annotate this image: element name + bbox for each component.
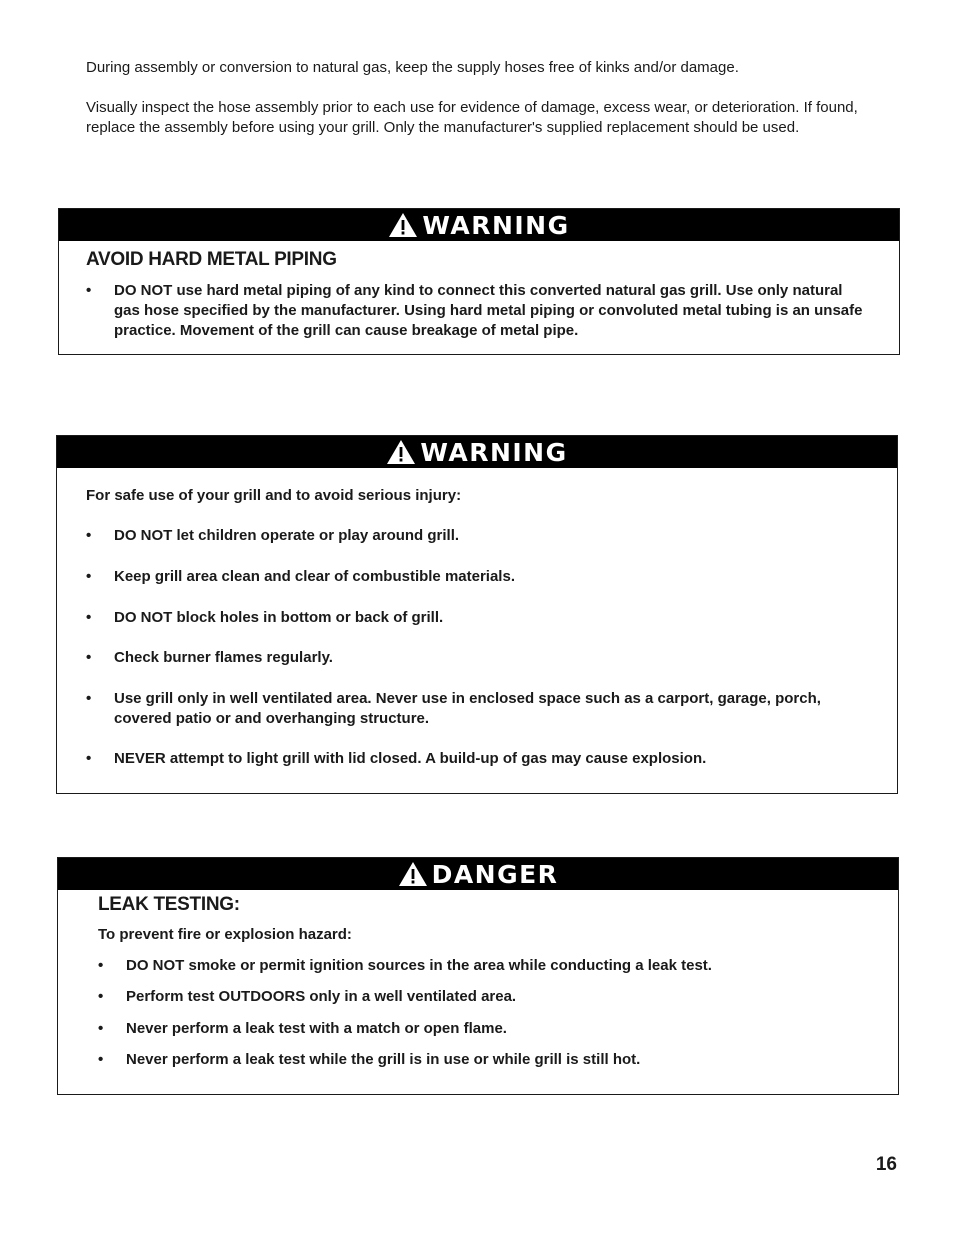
- list-item-text: DO NOT use hard metal piping of any kind to connect this converted natural gas grill. Use only natural gas hose specified by the manufacturer. Using hard metal piping or convoluted metal tubing is an unsafe practice. Movement of the grill can cause breakage of metal pipe.: [114, 282, 863, 339]
- banner-label: WARNING: [422, 210, 570, 240]
- list-item: [86, 567, 866, 587]
- page-number: 16: [875, 1154, 897, 1175]
- intro-paragraph-2: Visually inspect the hose assembly prior to each use for evidence of damage, excess wear, or deterioration. If found, replace the assembly before using your grill. Only the manufacturer's supplied replacement should be used.: [86, 99, 858, 136]
- list-item: [86, 526, 866, 546]
- banner-label: DANGER: [431, 859, 559, 889]
- list-item: [86, 689, 866, 729]
- bullet-dot: •: [98, 1020, 104, 1037]
- bullet-dot: •: [86, 568, 92, 585]
- warning-banner: [59, 209, 899, 241]
- list-item: [98, 1019, 868, 1039]
- bullet-dot: •: [98, 988, 104, 1005]
- list-item-text: Never perform a leak test while the grill is in use or while grill is still hot.: [126, 1051, 641, 1068]
- list-item-text: DO NOT block holes in bottom or back of grill.: [114, 609, 444, 626]
- intro-paragraph-1: During assembly or conversion to natural gas, keep the supply hoses free of kinks and/or damage.: [86, 59, 739, 76]
- list-item: [98, 987, 868, 1007]
- list-item: [86, 648, 866, 668]
- list-item: [98, 956, 868, 976]
- list-item-text: NEVER attempt to light grill with lid closed. A build-up of gas may cause explosion.: [114, 750, 707, 767]
- bullet-dot: •: [98, 957, 104, 974]
- section-intro: To prevent fire or explosion hazard:: [98, 926, 352, 943]
- bullet-dot: •: [86, 690, 92, 707]
- list-item-text: Perform test OUTDOORS only in a well ventilated area.: [126, 988, 517, 1005]
- list-item: [98, 1050, 868, 1070]
- bullet-dot: •: [86, 609, 92, 626]
- bullet-dot: •: [86, 649, 92, 666]
- list-item-text: Never perform a leak test with a match or open flame.: [126, 1020, 507, 1037]
- bullet-dot: •: [86, 750, 92, 767]
- warning-triangle-icon: [398, 861, 428, 887]
- list-item-text: Use grill only in well ventilated area. Never use in enclosed space such as a carport, garage, porch, covered patio or and overhanging structure.: [114, 690, 821, 727]
- list-item: [86, 281, 866, 341]
- warning-triangle-icon: [388, 212, 418, 238]
- list-item-text: DO NOT smoke or permit ignition sources in the area while conducting a leak test.: [126, 957, 712, 974]
- section-intro: For safe use of your grill and to avoid serious injury:: [86, 487, 462, 504]
- bullet-dot: •: [98, 1051, 104, 1068]
- bullet-dot: •: [86, 282, 92, 299]
- list-item-text: Keep grill area clean and clear of combustible materials.: [114, 568, 515, 585]
- list-item-text: Check burner flames regularly.: [114, 649, 333, 666]
- list-item: [86, 608, 866, 628]
- list-item: [86, 749, 866, 769]
- section-heading: AVOID HARD METAL PIPING: [86, 249, 337, 270]
- danger-banner: [58, 858, 898, 890]
- banner-label: WARNING: [420, 437, 568, 467]
- warning-banner: [57, 436, 897, 468]
- warning-triangle-icon: [386, 439, 416, 465]
- list-item-text: DO NOT let children operate or play around grill.: [114, 527, 460, 544]
- section-heading: LEAK TESTING:: [98, 894, 240, 915]
- bullet-dot: •: [86, 527, 92, 544]
